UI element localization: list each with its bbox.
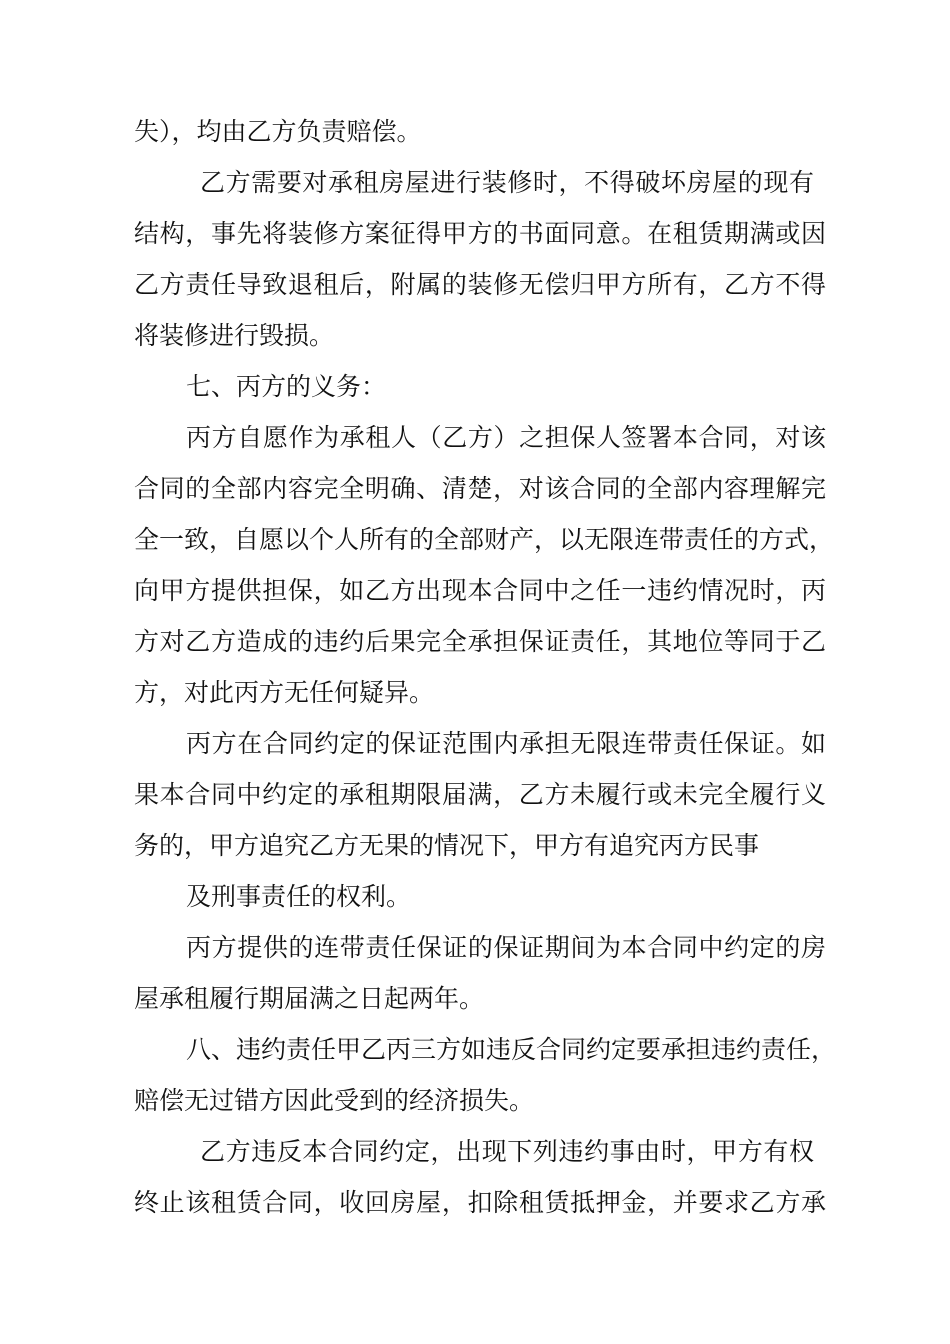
text-line: 失），均由乙方负责赔偿。 (134, 117, 422, 146)
text-line: 及刑事责任的权利。 (186, 882, 412, 911)
text-line: 果本合同中约定的承租期限届满，乙方未履行或未完全履行义 (134, 780, 826, 809)
text-line: 方，对此丙方无任何疑异。 (134, 678, 435, 707)
text-line: 将装修进行毁损。 (134, 321, 335, 350)
paragraph-first-line: 乙方需要对承租房屋进行装修时，不得破坏房屋的现有 (200, 168, 814, 197)
text-line: 全一致，自愿以个人所有的全部财产，以无限连带责任的方式， (134, 525, 835, 554)
text-line: 方对乙方造成的违约后果完全承担保证责任，其地位等同于乙 (134, 627, 826, 656)
paragraph-first-line: 丙方提供的连带责任保证的保证期间为本合同中约定的房 (186, 933, 826, 962)
text-line: 终止该租赁合同，收回房屋，扣除租赁抵押金，并要求乙方承 (134, 1188, 826, 1217)
paragraph-first-line: 乙方违反本合同约定，出现下列违约事由时，甲方有权 (200, 1137, 814, 1166)
section-heading: 八、违约责任甲乙丙三方如违反合同约定要承担违约责任， (186, 1035, 837, 1064)
section-heading: 七、丙方的义务： (186, 372, 387, 401)
text-line: 乙方责任导致退租后，附属的装修无偿归甲方所有，乙方不得 (134, 270, 826, 299)
text-line: 务的，甲方追究乙方无果的情况下，甲方有追究丙方民事 (134, 831, 760, 860)
text-line: 赔偿无过错方因此受到的经济损失。 (134, 1086, 535, 1115)
text-line: 结构，事先将装修方案征得甲方的书面同意。在租赁期满或因 (134, 219, 826, 248)
text-line: 屋承租履行期届满之日起两年。 (134, 984, 485, 1013)
text-line: 合同的全部内容完全明确、清楚，对该合同的全部内容理解完 (134, 474, 826, 503)
paragraph-first-line: 丙方自愿作为承租人（乙方）之担保人签署本合同，对该 (186, 423, 826, 452)
text-line: 向甲方提供担保，如乙方出现本合同中之任一违约情况时，丙 (134, 576, 826, 605)
paragraph-first-line: 丙方在合同约定的保证范围内承担无限连带责任保证。如 (186, 729, 826, 758)
